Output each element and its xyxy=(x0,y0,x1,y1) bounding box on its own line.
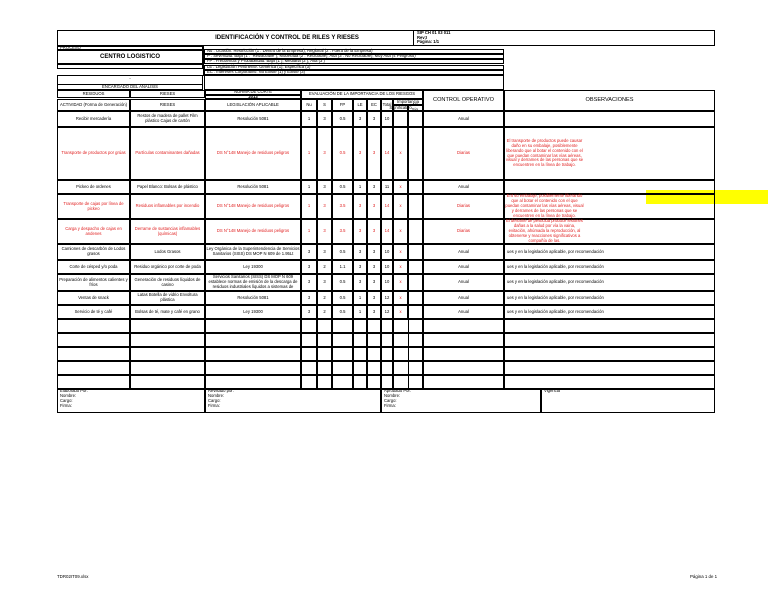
observaciones-cell: ues y en la legislación aplicable, por recomendación xyxy=(504,244,715,260)
actividad-cell: Servicio de té y café xyxy=(57,305,130,319)
empty-cell xyxy=(332,347,353,361)
score-cell: 14 xyxy=(381,127,393,180)
empty-cell xyxy=(423,375,504,389)
no-significant-cell xyxy=(408,219,423,244)
score-cell: 14 xyxy=(381,219,393,244)
score-cell: 10 xyxy=(381,111,393,127)
control-cell: Diarias xyxy=(423,219,504,244)
signature-firma: Firma: xyxy=(384,402,396,408)
control-cell: Anual xyxy=(423,274,504,291)
signature-cargo: Cargo: xyxy=(60,397,73,403)
observaciones-cell: ues y en la legislación aplicable, por recomendación xyxy=(504,260,715,274)
no-significant-cell xyxy=(408,274,423,291)
control-cell: Anual xyxy=(423,260,504,274)
score-cell: 2 xyxy=(317,260,332,274)
score-cell: 2 xyxy=(317,291,332,305)
center-name: CENTRO LOGISTICO xyxy=(57,50,203,64)
score-cell: 0.5 xyxy=(332,127,353,180)
score-cell: 3 xyxy=(367,305,381,319)
riles-cell: Generación de residuos líquidos de casino xyxy=(130,274,205,291)
score-cell: 10 xyxy=(381,274,393,291)
empty-cell xyxy=(301,333,317,347)
actividad-cell: Ventas de snack xyxy=(57,291,130,305)
empty-cell xyxy=(130,333,205,347)
eval-subheader: S xyxy=(317,99,332,111)
riles-cell: Papel Blanco: Bolsas de plástico xyxy=(130,180,205,194)
observaciones-cell: El transporte de productos puede causar daño en su embalaje, posiblemente liberando que al botar el contenido con el que puedan contaminar las vías aéreas, visual y derrames de las personas que se encuentren en la línea de trabajo. xyxy=(504,127,715,180)
control-cell: Anual xyxy=(423,305,504,319)
legislacion-cell: Ley 19300 xyxy=(205,305,301,319)
riles-cell: Residuos inflamables por incendio xyxy=(130,194,205,219)
empty-cell xyxy=(130,361,205,375)
observaciones-cell: ues y en la legislación aplicable, por recomendación xyxy=(504,291,715,305)
empty-cell xyxy=(367,319,381,333)
riles-cell: Partículas contaminantes dañadas xyxy=(130,127,205,180)
score-cell: 11 xyxy=(381,180,393,194)
significant-mark: x xyxy=(393,305,408,319)
legislacion-cell: Ley Orgánica de la Superintendencia de Servicios Sanitarios (SISS) DS MOP N 609 de 1.95Lt xyxy=(205,244,301,260)
empty-cell xyxy=(381,347,393,361)
significant-mark: x xyxy=(393,260,408,274)
significant-mark: x xyxy=(393,219,408,244)
significant-mark: x xyxy=(393,127,408,180)
importancia-header: Importancia xyxy=(393,99,423,105)
empty-cell xyxy=(205,333,301,347)
empty-cell xyxy=(408,333,423,347)
empty-cell xyxy=(381,375,393,389)
legislacion-cell: Servicios Sanitarios (SISS) DS MOP N 609 establece normas de emisión de la descarga de residuos industriales líquidos a sistemas de xyxy=(205,274,301,291)
score-cell: 3 xyxy=(367,194,381,219)
score-cell: 12 xyxy=(381,305,393,319)
empty-cell xyxy=(301,375,317,389)
rieses-header: RIESES xyxy=(130,99,205,111)
document-title: IDENTIFICACIÓN Y CONTROL DE RILES Y RIESES xyxy=(215,34,359,41)
empty-cell xyxy=(57,347,130,361)
signature-firma: Firma: xyxy=(60,402,72,408)
score-cell: 10 xyxy=(381,244,393,260)
control-cell: Diarias xyxy=(423,194,504,219)
empty-cell xyxy=(353,333,367,347)
document-page: Página: 1/1 xyxy=(417,39,440,45)
dash-cell: - xyxy=(57,75,203,85)
empty-cell xyxy=(332,361,353,375)
empty-cell xyxy=(408,361,423,375)
footer-filename: TDR02IT09.xlsx xyxy=(57,574,89,579)
score-cell: 3 xyxy=(367,111,381,127)
score-cell: 3 xyxy=(353,260,367,274)
empty-cell xyxy=(504,319,715,333)
score-cell: 1 xyxy=(301,127,317,180)
score-cell: 3 xyxy=(353,194,367,219)
no-significant-cell xyxy=(408,305,423,319)
significant-mark: x xyxy=(393,274,408,291)
observaciones-cell xyxy=(504,111,715,127)
actividad-cell: Carga y despacho de cajas en andenes xyxy=(57,219,130,244)
empty-cell xyxy=(408,347,423,361)
significant-mark xyxy=(393,111,408,127)
score-cell: 3.5 xyxy=(332,194,353,219)
empty-cell xyxy=(57,361,130,375)
significant-mark: x xyxy=(393,194,408,219)
score-cell: 3 xyxy=(353,219,367,244)
riles-cell: Bolsas de té, mate y café en grano xyxy=(130,305,205,319)
score-cell: 14 xyxy=(381,194,393,219)
legislacion-cell: Resolución 5081 xyxy=(205,291,301,305)
control-cell: Anual xyxy=(423,244,504,260)
score-cell: 12 xyxy=(381,291,393,305)
empty-cell xyxy=(423,347,504,361)
actividad-cell: Corte de césped y/o poda xyxy=(57,260,130,274)
score-cell: 2 xyxy=(317,305,332,319)
proceso-label: PROCESO xyxy=(57,46,203,50)
score-cell: 1 xyxy=(353,291,367,305)
score-cell: 3 xyxy=(367,219,381,244)
actividad-cell: Recibir mercadería xyxy=(57,111,130,127)
empty-cell xyxy=(130,347,205,361)
score-cell: 3.5 xyxy=(332,219,353,244)
empty-cell xyxy=(301,347,317,361)
score-cell: 0.5 xyxy=(332,305,353,319)
no-significant-cell xyxy=(408,111,423,127)
score-cell: 3 xyxy=(301,244,317,260)
legend-line: Nu : Ocasión: Restricción (1 : Dentro de la Empresa), Regional (2 : Fuera de la Empresa) xyxy=(204,49,504,54)
eval-subheader: EC xyxy=(367,99,381,111)
signature-nombre: Nombre: xyxy=(384,392,401,398)
legend-line: FP : Frecuencia y Probabilidad: Baja (1 ), Mediana (2 ), Alta (3 ) xyxy=(204,59,504,64)
actividad-header: ACTIVIDAD (Forma de Generación) xyxy=(57,99,130,111)
signature-title: Elaborado Por: xyxy=(60,387,88,393)
score-cell: 1 xyxy=(301,194,317,219)
legislacion-cell: Resolución 5081 xyxy=(205,180,301,194)
empty-cell xyxy=(423,361,504,375)
empty-cell xyxy=(317,375,332,389)
observaciones-cell: Ent su embalaje, posiblemente liberando que al botar el contenido con el que puedan contaminar las vías aéreas, visual y derrames de las personas que se encuentren en la línea de trabajo. xyxy=(504,194,715,219)
empty-cell xyxy=(367,333,381,347)
footer-page: Página 1 de 1 xyxy=(690,574,718,579)
observaciones-header: OBSERVACIONES xyxy=(504,90,715,111)
legend-line: LE : Legislación Pertinente: Genérica (1), Específica (3) xyxy=(204,65,504,70)
signature-nombre: Nombre: xyxy=(60,392,77,398)
empty-cell xyxy=(504,375,715,389)
score-cell: 3 xyxy=(367,274,381,291)
empty-cell xyxy=(408,319,423,333)
legislacion-cell: Resolución 5081 xyxy=(205,111,301,127)
empty-cell xyxy=(130,319,205,333)
nosig-header: No Sig. xyxy=(408,105,423,111)
signature-title: Revisado por: xyxy=(208,387,234,393)
encargado-value xyxy=(204,75,504,90)
score-cell: 3 xyxy=(317,194,332,219)
actividad-cell: Transporte de cajas por línea de pickeo xyxy=(57,194,130,219)
legislacion-header: LEGISLACIÓN APLICABLE xyxy=(205,99,301,111)
empty-cell xyxy=(130,375,205,389)
score-cell: 0.5 xyxy=(332,274,353,291)
legend-line: EC : Intereses Corporativo: No Existe (1) y Existe (3) xyxy=(204,70,504,75)
residuos-header: RESIDUOS xyxy=(57,90,130,98)
control-cell: Anual xyxy=(423,180,504,194)
empty-cell xyxy=(332,375,353,389)
score-cell: 1.1 xyxy=(332,260,353,274)
score-cell: 1 xyxy=(353,305,367,319)
document-code: SIP CH 01 03 011 xyxy=(417,30,451,36)
empty-cell xyxy=(504,347,715,361)
empty-cell xyxy=(332,319,353,333)
eval-subheader: Total xyxy=(381,99,393,111)
empty-cell xyxy=(317,319,332,333)
norma-header: NORMA DE CORTE xyxy=(205,90,301,95)
control-header: CONTROL OPERATIVO xyxy=(423,90,504,111)
empty-cell xyxy=(332,333,353,347)
score-cell: 3 xyxy=(367,244,381,260)
empty-cell xyxy=(504,361,715,375)
score-cell: 3 xyxy=(317,111,332,127)
empty-cell xyxy=(353,375,367,389)
signature-firma: Firma: xyxy=(208,402,220,408)
no-significant-cell xyxy=(408,127,423,180)
signature-nombre: Nombre: xyxy=(208,392,225,398)
control-cell: Anual xyxy=(423,111,504,127)
score-cell: 1 xyxy=(353,180,367,194)
year-header: 2013 xyxy=(205,95,301,99)
empty-cell xyxy=(423,333,504,347)
signature-title: Vigencia xyxy=(544,387,560,393)
score-cell: 3 xyxy=(353,111,367,127)
empty-cell xyxy=(423,319,504,333)
score-cell: 0.5 xyxy=(332,180,353,194)
empty-cell xyxy=(301,319,317,333)
legislacion-cell: DS N°148 Manejo de residuos peligros xyxy=(205,194,301,219)
score-cell: 3 xyxy=(317,244,332,260)
score-cell: 3 xyxy=(353,127,367,180)
actividad-cell: Transporte de productos por grúas xyxy=(57,127,130,180)
significant-mark: x xyxy=(393,291,408,305)
header-divider xyxy=(413,30,414,46)
no-significant-cell xyxy=(408,180,423,194)
score-cell: 3 xyxy=(317,219,332,244)
score-cell: 3 xyxy=(301,260,317,274)
no-significant-cell xyxy=(408,260,423,274)
empty-cell xyxy=(367,361,381,375)
actividad-cell: Preparación de alimentos calientes y fríos xyxy=(57,274,130,291)
score-cell: 3 xyxy=(367,127,381,180)
score-cell: 10 xyxy=(381,260,393,274)
legend-line: P : Severidad: Baja (1 : "Reutilizable"), Moderada (2 : Reciclable), Alta (3 : No Reciclable), Muy Alta (4 Peligroso) xyxy=(204,54,504,59)
observaciones-cell: ues y en la legislación aplicable, por recomendación xyxy=(504,274,715,291)
observaciones-cell xyxy=(504,180,715,194)
score-cell: 3 xyxy=(367,180,381,194)
score-cell: 1 xyxy=(301,180,317,194)
score-cell: 3 xyxy=(301,274,317,291)
empty-cell xyxy=(353,319,367,333)
score-cell: 3 xyxy=(317,274,332,291)
empty-cell xyxy=(205,361,301,375)
empty-cell xyxy=(205,347,301,361)
score-cell: 3 xyxy=(353,244,367,260)
control-cell: Diarias xyxy=(423,127,504,180)
no-significant-cell xyxy=(408,244,423,260)
score-cell: 3 xyxy=(301,291,317,305)
no-significant-cell xyxy=(408,194,423,219)
empty-cell xyxy=(57,333,130,347)
actividad-cell: Pickeo de ordenes xyxy=(57,180,130,194)
no-significant-cell xyxy=(408,291,423,305)
empty-cell xyxy=(353,361,367,375)
significant-mark: x xyxy=(393,244,408,260)
actividad-cell: Camiones de descarbón de Lodos grasos xyxy=(57,244,130,260)
empty-cell xyxy=(381,333,393,347)
empty-cell xyxy=(504,333,715,347)
score-cell: 3 xyxy=(353,274,367,291)
legislacion-cell: DS N°148 Manejo de residuos peligros xyxy=(205,127,301,180)
eval-subheader: Nu xyxy=(301,99,317,111)
score-cell: 0.5 xyxy=(332,244,353,260)
score-cell: 0.5 xyxy=(332,111,353,127)
empty-cell xyxy=(367,347,381,361)
empty-cell xyxy=(317,361,332,375)
empty-cell xyxy=(317,333,332,347)
empty-cell xyxy=(205,319,301,333)
score-cell: 3 xyxy=(367,291,381,305)
empty-cell xyxy=(381,319,393,333)
riles-cell: Lodos Grasos xyxy=(130,244,205,260)
score-cell: 3 xyxy=(317,127,332,180)
encargado-label: ENCARGADO DEL ANÁLISIS xyxy=(57,84,203,90)
empty-cell xyxy=(205,375,301,389)
score-cell: 3 xyxy=(317,180,332,194)
score-cell: 1 xyxy=(301,111,317,127)
evaluacion-header: EVALUACIÓN DE LA IMPORTANCIA DE LOS RIESGOS xyxy=(301,90,423,99)
eval-subheader: FP xyxy=(332,99,353,111)
score-cell: 1 xyxy=(301,219,317,244)
empty-cell xyxy=(57,319,130,333)
riles-cell: Residuo orgánico por corte de poda xyxy=(130,260,205,274)
score-cell: 0.5 xyxy=(332,291,353,305)
blank-row xyxy=(57,64,203,69)
riles-cell: Restos de madera de pallet Film plástico Cajas de cartón xyxy=(130,111,205,127)
score-cell: 3 xyxy=(301,305,317,319)
eval-subheader: LE xyxy=(353,99,367,111)
empty-cell xyxy=(367,375,381,389)
control-cell: Anual xyxy=(423,291,504,305)
empty-cell xyxy=(381,361,393,375)
document-rev: Rev:I xyxy=(417,34,428,40)
empty-cell xyxy=(317,347,332,361)
empty-cell xyxy=(353,347,367,361)
riles-cell: Derrame de sustancias inflamables (químicas) xyxy=(130,219,205,244)
score-cell: 3 xyxy=(367,260,381,274)
signature-cargo: Cargo: xyxy=(384,397,397,403)
empty-cell xyxy=(408,375,423,389)
observaciones-cell: El derrame de pesticida produce lesiones dañas a la salud por vía la vaina, evitación, ahúmada la reproducción, al obtenerse y reacciones significativos a compañía de las. xyxy=(504,219,715,244)
significant-mark: x xyxy=(393,180,408,194)
riles-cell: Latas Botella de vidrio Envoltura plástica xyxy=(130,291,205,305)
observaciones-cell: ues y en la legislación aplicable, por recomendación xyxy=(504,305,715,319)
sig-header: Significativo xyxy=(389,104,412,110)
legislacion-cell: Ley 19300 xyxy=(205,260,301,274)
rieses-top-header: RIESES xyxy=(130,90,205,98)
signature-cargo: Cargo: xyxy=(208,397,221,403)
legislacion-cell: DS N°148 Manejo de residuos peligros xyxy=(205,219,301,244)
empty-cell xyxy=(57,375,130,389)
empty-cell xyxy=(301,361,317,375)
signature-title: Aprobado Por: xyxy=(384,387,412,393)
